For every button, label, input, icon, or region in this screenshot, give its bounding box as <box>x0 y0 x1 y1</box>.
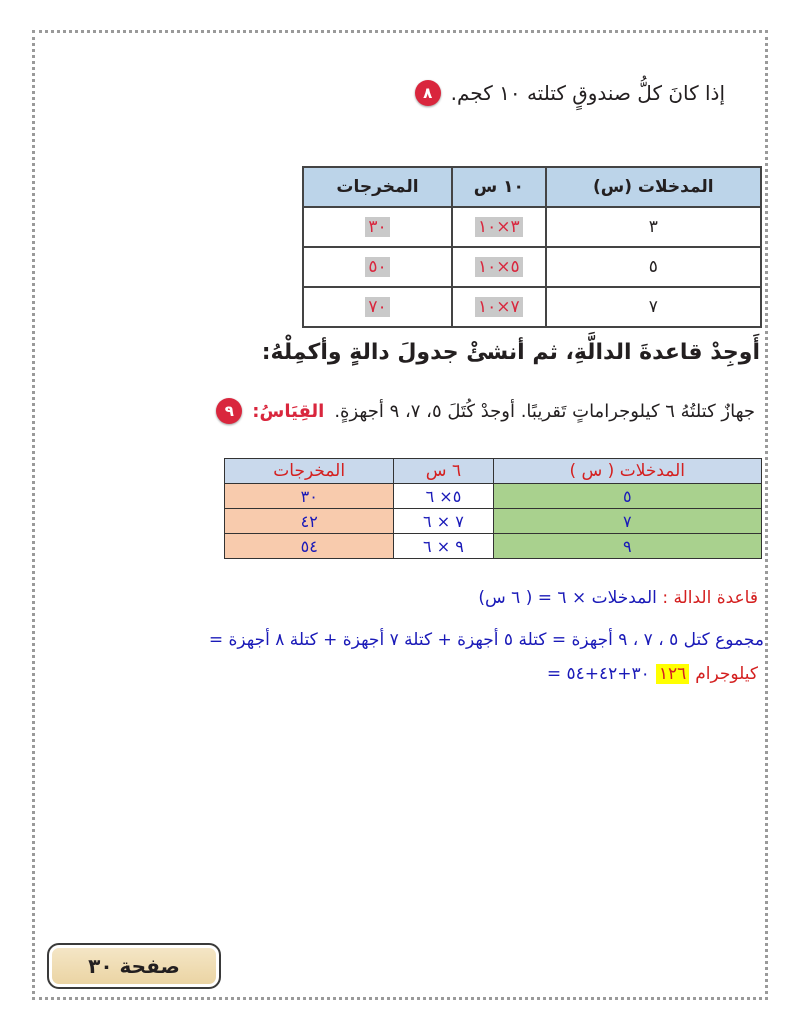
question-9 <box>216 398 755 424</box>
cell-input: ٣ <box>546 207 761 247</box>
table-device-mass <box>224 458 762 559</box>
header-inputs: المدخلات ( س ) <box>493 459 762 484</box>
table-row <box>225 534 762 559</box>
cell-rule: ٣×١٠ <box>452 207 546 247</box>
cell-output: ٣٠ <box>225 484 394 509</box>
function-rule <box>478 588 758 608</box>
question-8 <box>415 80 725 106</box>
sum-expression: ٣٠+٤٢+٥٤ = <box>546 664 650 684</box>
header-outputs: المخرجات <box>225 459 394 484</box>
sum-unit: كيلوجرام <box>695 664 758 684</box>
cell-input: ٧ <box>546 287 761 327</box>
question-text: إذا كانَ كلُّ صندوقٍ كتلته ١٠ كجم. <box>450 81 725 105</box>
table-row <box>303 207 761 247</box>
header-rule: ١٠ س <box>452 167 546 207</box>
cell-output: ٣٠ <box>303 207 452 247</box>
section-heading: أَوجِدْ قاعدةَ الدالَّةِ، ثم أنشئْ جدولَ دالةٍ وأكمِلْهُ: <box>261 340 760 365</box>
cell-rule: ٥× ٦ <box>394 484 493 509</box>
cell-input: ٥ <box>546 247 761 287</box>
table-mass-boxes <box>302 166 762 328</box>
rule-text: المدخلات × ٦ = ( ٦ س) <box>478 588 657 608</box>
sum-result: ١٢٦ <box>656 664 689 684</box>
cell-output: ٤٢ <box>225 509 394 534</box>
cell-rule: ٥×١٠ <box>452 247 546 287</box>
sum-line-1: مجموع كتل ٥ ، ٧ ، ٩ أجهزة = كتلة ٥ أجهزة + كتلة ٧ أجهزة + كتلة ٨ أجهزة = <box>208 630 764 650</box>
cell-rule: ٧×١٠ <box>452 287 546 327</box>
cell-input: ٧ <box>493 509 762 534</box>
question-label: القِيَاسُ: <box>252 400 325 422</box>
sum-line-2 <box>547 664 758 684</box>
table-row <box>225 484 762 509</box>
table-row <box>303 287 761 327</box>
page-number-label: صفحة ٣٠ <box>47 943 221 989</box>
cell-input: ٩ <box>493 534 762 559</box>
question-number-badge: ٨ <box>415 80 441 106</box>
header-outputs: المخرجات <box>303 167 452 207</box>
cell-output: ٥٤ <box>225 534 394 559</box>
table-row <box>303 247 761 287</box>
cell-rule: ٩ × ٦ <box>394 534 493 559</box>
header-rule: ٦ س <box>394 459 493 484</box>
cell-rule: ٧ × ٦ <box>394 509 493 534</box>
cell-output: ٧٠ <box>303 287 452 327</box>
cell-input: ٥ <box>493 484 762 509</box>
table-row <box>225 509 762 534</box>
rule-label: قاعدة الدالة : <box>662 588 758 608</box>
question-number-badge: ٩ <box>216 398 242 424</box>
cell-output: ٥٠ <box>303 247 452 287</box>
question-text: جهازٌ كتلتُهُ ٦ كيلوجراماتٍ تَقريبًا. أوجدْ كُتَلَ ٥، ٧، ٩ أجهزةٍ. <box>334 400 755 422</box>
header-inputs: المدخلات (س) <box>546 167 761 207</box>
